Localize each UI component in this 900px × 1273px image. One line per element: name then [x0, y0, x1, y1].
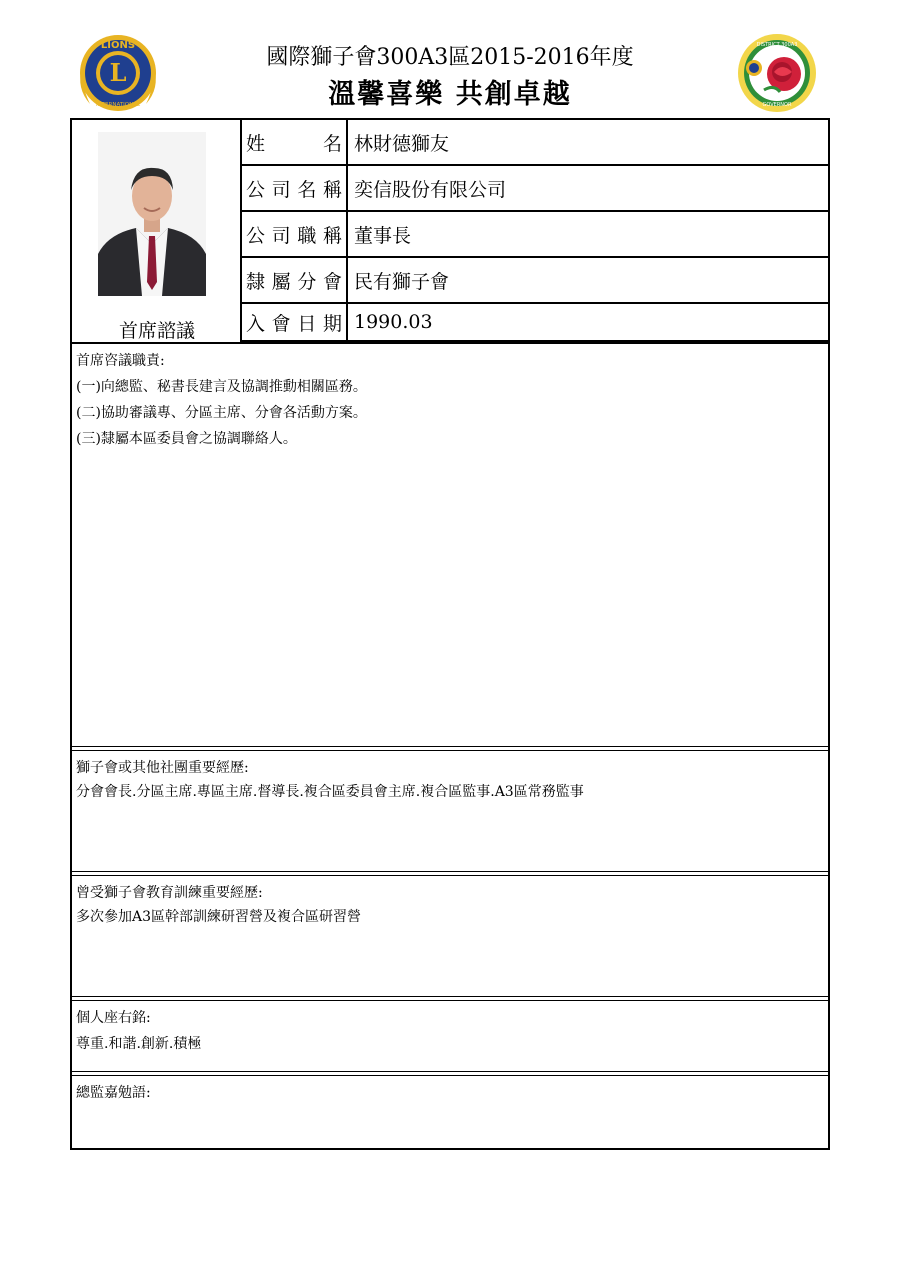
value-club: 民有獅子會 [354, 270, 450, 293]
svg-text:GOVERNOR: GOVERNOR [762, 102, 792, 108]
training-text: 多次參加A3區幹部訓練研習營及複合區研習營 [76, 909, 362, 925]
governor-words-section [72, 1076, 828, 1148]
label-company-name: 公 司 名 稱 [242, 166, 348, 210]
photo-cell [72, 120, 242, 342]
club-history-section [72, 751, 828, 871]
svg-text:INTERNATIONAL: INTERNATIONAL [95, 102, 141, 108]
row-company-name [242, 166, 828, 212]
duty-line: (一)向總監、秘書長建言及協調推動相關區務。 [76, 379, 367, 395]
profile-form [70, 118, 830, 1150]
value-name: 林財德獅友 [354, 132, 450, 155]
district-rose-logo [734, 32, 820, 114]
motto-text: 尊重.和諧.創新.積極 [76, 1036, 202, 1052]
motto-title: 個人座右銘: [76, 1010, 151, 1026]
member-portrait [98, 132, 206, 296]
svg-text:DISTRICT 300A3: DISTRICT 300A3 [756, 42, 798, 48]
duty-line: (三)隸屬本區委員會之協調聯絡人。 [76, 431, 297, 447]
club-history-title: 獅子會或其他社團重要經歷: [76, 760, 249, 776]
club-history-text: 分會會長.分區主席.專區主席.督導長.複合區委員會主席.複合區監事.A3區常務監事 [76, 784, 584, 800]
training-title: 曾受獅子會教育訓練重要經歷: [76, 885, 263, 901]
governor-words-title: 總監嘉勉語: [76, 1085, 151, 1101]
header-slogan: 溫馨喜樂 共創卓越 [328, 79, 572, 110]
duty-line: (二)協助審議專、分區主席、分會各活動方案。 [76, 405, 367, 421]
label-club: 隸 屬 分 會 [242, 258, 348, 302]
svg-text:LIONS: LIONS [100, 40, 136, 51]
row-name [242, 120, 828, 166]
label-join-date: 入 會 日 期 [242, 304, 348, 340]
label-name: 姓 名 [242, 120, 348, 164]
value-company-title: 董事長 [354, 224, 412, 247]
row-company-title [242, 212, 828, 258]
value-join-date: 1990.03 [354, 311, 433, 333]
svg-text:L: L [109, 58, 127, 87]
duties-title: 首席咨議職責: [76, 353, 165, 369]
training-section [72, 876, 828, 996]
row-join-date [242, 304, 828, 342]
member-role: 首席諮議 [118, 320, 195, 342]
value-company-name: 奕信股份有限公司 [354, 178, 507, 201]
motto-section [72, 1001, 828, 1071]
duties-section [72, 344, 828, 746]
header-title: 國際獅子會300A3區2015-2016年度 [266, 45, 634, 70]
label-company-title: 公 司 職 稱 [242, 212, 348, 256]
row-club [242, 258, 828, 304]
